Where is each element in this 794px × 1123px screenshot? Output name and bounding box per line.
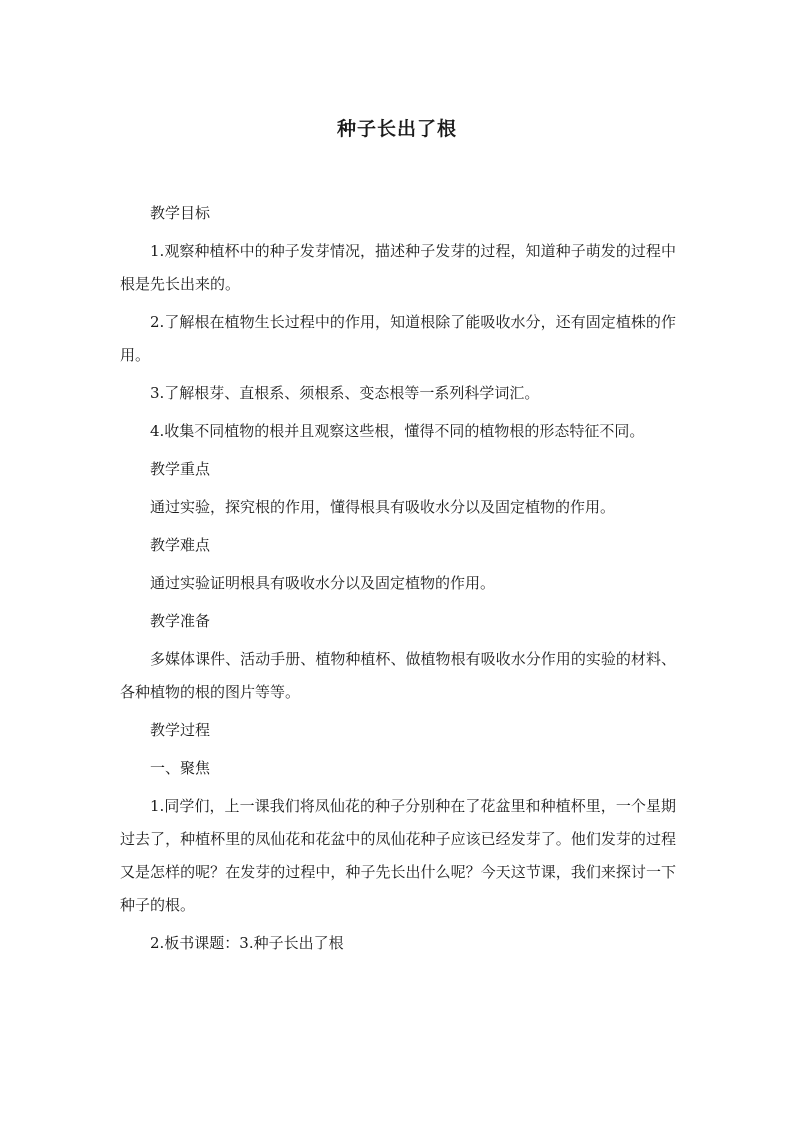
objective-3: 3.了解根芽、直根系、须根系、变态根等一系列科学词汇。 [150, 384, 540, 402]
difficulties-text: 通过实验证明根具有吸收水分以及固定植物的作用。 [150, 574, 496, 592]
document-body [120, 197, 676, 965]
heading-teaching-objectives: 教学目标 [150, 204, 211, 222]
heading-process: 教学过程 [150, 721, 211, 739]
section-focus: 一、聚焦 [150, 759, 211, 777]
objective-4: 4.收集不同植物的根并且观察这些根，懂得不同的植物根的形态特征不同。 [150, 422, 645, 440]
heading-preparation: 教学准备 [150, 612, 211, 630]
heading-difficulties: 教学难点 [150, 536, 211, 554]
document-title: 种子长出了根 [336, 118, 457, 140]
objective-1: 1.观察种植杯中的种子发芽情况，描述种子发芽的过程，知道种子萌发的过程中根是先长出来的。 [120, 242, 676, 293]
heading-key-points: 教学重点 [150, 460, 211, 478]
preparation-text: 多媒体课件、活动手册、植物种植杯、做植物根有吸收水分作用的实验的材料、各种植物的根的图片等等。 [120, 650, 676, 701]
objective-2: 2.了解根在植物生长过程中的作用，知道根除了能吸收水分，还有固定植株的作用。 [120, 313, 676, 364]
key-points-text: 通过实验，探究根的作用，懂得根具有吸收水分以及固定植物的作用。 [150, 498, 616, 516]
focus-step-1: 1.同学们，上一课我们将凤仙花的种子分别种在了花盆里和种植杯里，一个星期过去了，种植杯里的凤仙花和花盆中的凤仙花种子应该已经发芽了。他们发芽的过程又是怎样的呢？在发芽的过程中，种子先长出什么呢？今天这节课，我们来探讨一下种子的根。 [120, 797, 676, 914]
focus-step-2: 2.板书课题：3.种子长出了根 [150, 934, 344, 952]
